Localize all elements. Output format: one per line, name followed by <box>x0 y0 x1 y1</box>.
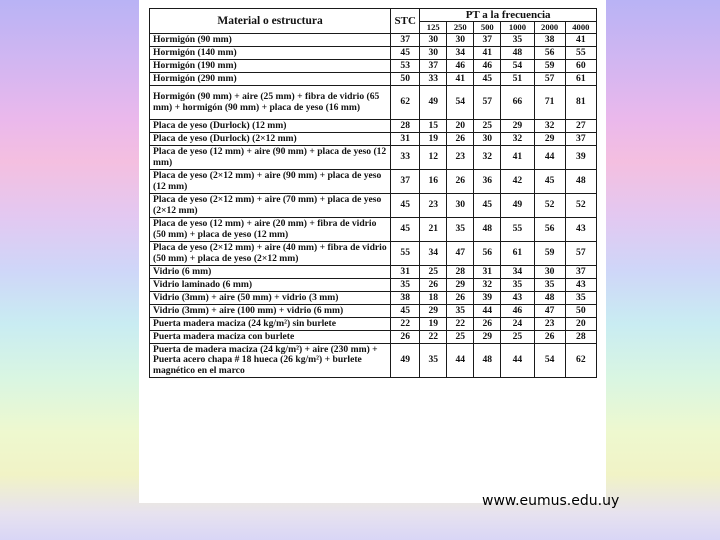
stc-cell: 53 <box>391 60 420 73</box>
pt-value-cell: 30 <box>447 194 474 218</box>
header-frequency: 500 <box>474 22 501 34</box>
pt-value-cell: 25 <box>501 331 534 344</box>
pt-value-cell: 35 <box>447 218 474 242</box>
pt-value-cell: 30 <box>420 47 447 60</box>
pt-value-cell: 25 <box>420 266 447 279</box>
pt-value-cell: 29 <box>420 305 447 318</box>
pt-value-cell: 35 <box>501 34 534 47</box>
pt-value-cell: 47 <box>447 242 474 266</box>
table-row <box>150 318 597 331</box>
pt-value-cell: 32 <box>501 133 534 146</box>
pt-value-cell: 62 <box>565 344 596 378</box>
pt-value-cell: 29 <box>447 279 474 292</box>
pt-value-cell: 66 <box>501 86 534 120</box>
pt-value-cell: 24 <box>501 318 534 331</box>
footer-url[interactable]: www.eumus.edu.uy <box>482 493 620 509</box>
pt-value-cell: 29 <box>501 120 534 133</box>
pt-value-cell: 38 <box>534 34 565 47</box>
pt-value-cell: 19 <box>420 318 447 331</box>
pt-value-cell: 37 <box>474 34 501 47</box>
pt-value-cell: 51 <box>501 73 534 86</box>
pt-value-cell: 32 <box>474 146 501 170</box>
pt-value-cell: 26 <box>447 292 474 305</box>
pt-value-cell: 41 <box>501 146 534 170</box>
pt-value-cell: 20 <box>447 120 474 133</box>
pt-value-cell: 48 <box>501 47 534 60</box>
stc-cell: 50 <box>391 73 420 86</box>
pt-value-cell: 57 <box>474 86 501 120</box>
sound-transmission-table <box>149 8 597 378</box>
pt-value-cell: 22 <box>447 318 474 331</box>
pt-value-cell: 54 <box>447 86 474 120</box>
pt-value-cell: 34 <box>420 242 447 266</box>
material-name-cell: Placa de yeso (2×12 mm) + aire (40 mm) + fibra de vidrio (50 mm) + placa de yeso (2×12 mm) <box>150 242 391 266</box>
stc-cell: 45 <box>391 218 420 242</box>
table-row <box>150 194 597 218</box>
pt-value-cell: 48 <box>565 170 596 194</box>
table-row <box>150 34 597 47</box>
stc-cell: 45 <box>391 47 420 60</box>
pt-value-cell: 23 <box>447 146 474 170</box>
pt-value-cell: 35 <box>447 305 474 318</box>
pt-value-cell: 47 <box>534 305 565 318</box>
pt-value-cell: 48 <box>474 218 501 242</box>
material-name-cell: Hormigón (90 mm) <box>150 34 391 47</box>
stc-cell: 22 <box>391 318 420 331</box>
pt-value-cell: 30 <box>420 34 447 47</box>
pt-value-cell: 59 <box>534 60 565 73</box>
table-body <box>150 34 597 378</box>
pt-value-cell: 56 <box>474 242 501 266</box>
pt-value-cell: 52 <box>565 194 596 218</box>
pt-value-cell: 28 <box>565 331 596 344</box>
stc-cell: 35 <box>391 279 420 292</box>
pt-value-cell: 23 <box>420 194 447 218</box>
pt-value-cell: 26 <box>447 170 474 194</box>
pt-value-cell: 55 <box>501 218 534 242</box>
pt-value-cell: 57 <box>534 73 565 86</box>
table-row <box>150 279 597 292</box>
pt-value-cell: 26 <box>474 318 501 331</box>
pt-value-cell: 41 <box>474 47 501 60</box>
table-row <box>150 170 597 194</box>
pt-value-cell: 28 <box>447 266 474 279</box>
pt-value-cell: 56 <box>534 218 565 242</box>
pt-value-cell: 71 <box>534 86 565 120</box>
pt-value-cell: 56 <box>534 47 565 60</box>
stc-cell: 38 <box>391 292 420 305</box>
pt-value-cell: 49 <box>420 86 447 120</box>
pt-value-cell: 54 <box>534 344 565 378</box>
pt-value-cell: 19 <box>420 133 447 146</box>
pt-value-cell: 54 <box>501 60 534 73</box>
table-row <box>150 266 597 279</box>
pt-value-cell: 42 <box>501 170 534 194</box>
pt-value-cell: 26 <box>420 279 447 292</box>
pt-value-cell: 46 <box>447 60 474 73</box>
pt-value-cell: 41 <box>447 73 474 86</box>
material-name-cell: Vidrio (3mm) + aire (50 mm) + vidrio (3 mm) <box>150 292 391 305</box>
pt-value-cell: 43 <box>565 218 596 242</box>
pt-value-cell: 45 <box>474 194 501 218</box>
pt-value-cell: 20 <box>565 318 596 331</box>
stc-cell: 37 <box>391 34 420 47</box>
stc-cell: 31 <box>391 133 420 146</box>
header-pt: PT a la frecuencia <box>420 9 597 22</box>
pt-value-cell: 37 <box>565 266 596 279</box>
pt-value-cell: 33 <box>420 73 447 86</box>
pt-value-cell: 22 <box>420 331 447 344</box>
pt-value-cell: 41 <box>565 34 596 47</box>
material-name-cell: Placa de yeso (12 mm) + aire (20 mm) + fibra de vidrio (50 mm) + placa de yeso (12 mm) <box>150 218 391 242</box>
document-sheet <box>139 0 606 503</box>
pt-value-cell: 45 <box>474 73 501 86</box>
stc-cell: 26 <box>391 331 420 344</box>
material-name-cell: Placa de yeso (12 mm) + aire (90 mm) + placa de yeso (12 mm) <box>150 146 391 170</box>
stc-cell: 49 <box>391 344 420 378</box>
pt-value-cell: 35 <box>534 279 565 292</box>
pt-value-cell: 44 <box>501 344 534 378</box>
pt-value-cell: 23 <box>534 318 565 331</box>
pt-value-cell: 25 <box>447 331 474 344</box>
table-row <box>150 73 597 86</box>
pt-value-cell: 46 <box>501 305 534 318</box>
pt-value-cell: 26 <box>447 133 474 146</box>
pt-value-cell: 35 <box>565 292 596 305</box>
pt-value-cell: 39 <box>565 146 596 170</box>
pt-value-cell: 48 <box>534 292 565 305</box>
pt-value-cell: 21 <box>420 218 447 242</box>
stc-cell: 55 <box>391 242 420 266</box>
material-name-cell: Vidrio (3mm) + aire (100 mm) + vidrio (6 mm) <box>150 305 391 318</box>
material-name-cell: Puerta madera maciza (24 kg/m²) sin burlete <box>150 318 391 331</box>
pt-value-cell: 32 <box>534 120 565 133</box>
pt-value-cell: 43 <box>501 292 534 305</box>
stc-cell: 31 <box>391 266 420 279</box>
table-row <box>150 86 597 120</box>
table-row <box>150 292 597 305</box>
pt-value-cell: 27 <box>565 120 596 133</box>
pt-value-cell: 44 <box>447 344 474 378</box>
pt-value-cell: 43 <box>565 279 596 292</box>
pt-value-cell: 57 <box>565 242 596 266</box>
material-name-cell: Vidrio (6 mm) <box>150 266 391 279</box>
material-name-cell: Hormigón (140 mm) <box>150 47 391 60</box>
material-name-cell: Vidrio laminado (6 mm) <box>150 279 391 292</box>
table-row <box>150 242 597 266</box>
pt-value-cell: 35 <box>501 279 534 292</box>
header-frequency: 1000 <box>501 22 534 34</box>
pt-value-cell: 32 <box>474 279 501 292</box>
stc-cell: 45 <box>391 305 420 318</box>
pt-value-cell: 50 <box>565 305 596 318</box>
table-row <box>150 133 597 146</box>
material-name-cell: Placa de yeso (2×12 mm) + aire (70 mm) + placa de yeso (2×12 mm) <box>150 194 391 218</box>
material-name-cell: Placa de yeso (2×12 mm) + aire (90 mm) + placa de yeso (12 mm) <box>150 170 391 194</box>
pt-value-cell: 35 <box>420 344 447 378</box>
material-name-cell: Hormigón (290 mm) <box>150 73 391 86</box>
pt-value-cell: 30 <box>447 34 474 47</box>
pt-value-cell: 12 <box>420 146 447 170</box>
pt-value-cell: 44 <box>534 146 565 170</box>
pt-value-cell: 37 <box>565 133 596 146</box>
pt-value-cell: 45 <box>534 170 565 194</box>
pt-value-cell: 46 <box>474 60 501 73</box>
pt-value-cell: 26 <box>534 331 565 344</box>
table-row <box>150 146 597 170</box>
pt-value-cell: 16 <box>420 170 447 194</box>
pt-value-cell: 30 <box>474 133 501 146</box>
pt-value-cell: 49 <box>501 194 534 218</box>
material-name-cell: Placa de yeso (Durlock) (12 mm) <box>150 120 391 133</box>
table-row <box>150 60 597 73</box>
pt-value-cell: 29 <box>474 331 501 344</box>
pt-value-cell: 59 <box>534 242 565 266</box>
header-frequency: 125 <box>420 22 447 34</box>
pt-value-cell: 29 <box>534 133 565 146</box>
pt-value-cell: 52 <box>534 194 565 218</box>
stc-cell: 62 <box>391 86 420 120</box>
pt-value-cell: 34 <box>501 266 534 279</box>
material-name-cell: Hormigón (90 mm) + aire (25 mm) + fibra de vidrio (65 mm) + hormigón (90 mm) + placa de yeso (16 mm) <box>150 86 391 120</box>
pt-value-cell: 55 <box>565 47 596 60</box>
stc-cell: 28 <box>391 120 420 133</box>
pt-value-cell: 25 <box>474 120 501 133</box>
material-name-cell: Hormigón (190 mm) <box>150 60 391 73</box>
table-row <box>150 120 597 133</box>
pt-value-cell: 15 <box>420 120 447 133</box>
pt-value-cell: 81 <box>565 86 596 120</box>
stc-cell: 45 <box>391 194 420 218</box>
pt-value-cell: 37 <box>420 60 447 73</box>
material-name-cell: Placa de yeso (Durlock) (2×12 mm) <box>150 133 391 146</box>
pt-value-cell: 61 <box>501 242 534 266</box>
pt-value-cell: 61 <box>565 73 596 86</box>
table-row <box>150 331 597 344</box>
pt-value-cell: 48 <box>474 344 501 378</box>
table-row <box>150 47 597 60</box>
pt-value-cell: 60 <box>565 60 596 73</box>
header-frequency: 2000 <box>534 22 565 34</box>
header-frequency: 250 <box>447 22 474 34</box>
table-row <box>150 344 597 378</box>
pt-value-cell: 36 <box>474 170 501 194</box>
pt-value-cell: 44 <box>474 305 501 318</box>
pt-value-cell: 31 <box>474 266 501 279</box>
material-name-cell: Puerta de madera maciza (24 kg/m²) + aire (230 mm) + Puerta acero chapa # 18 hueca (26 kg/m²) + burlete magnético en el marco <box>150 344 391 378</box>
pt-value-cell: 30 <box>534 266 565 279</box>
material-name-cell: Puerta madera maciza con burlete <box>150 331 391 344</box>
table-row <box>150 218 597 242</box>
pt-value-cell: 39 <box>474 292 501 305</box>
header-stc: STC <box>391 9 420 34</box>
table-row <box>150 305 597 318</box>
stc-cell: 37 <box>391 170 420 194</box>
pt-value-cell: 34 <box>447 47 474 60</box>
stc-cell: 33 <box>391 146 420 170</box>
pt-value-cell: 18 <box>420 292 447 305</box>
header-material: Material o estructura <box>150 9 391 34</box>
header-frequency: 4000 <box>565 22 596 34</box>
